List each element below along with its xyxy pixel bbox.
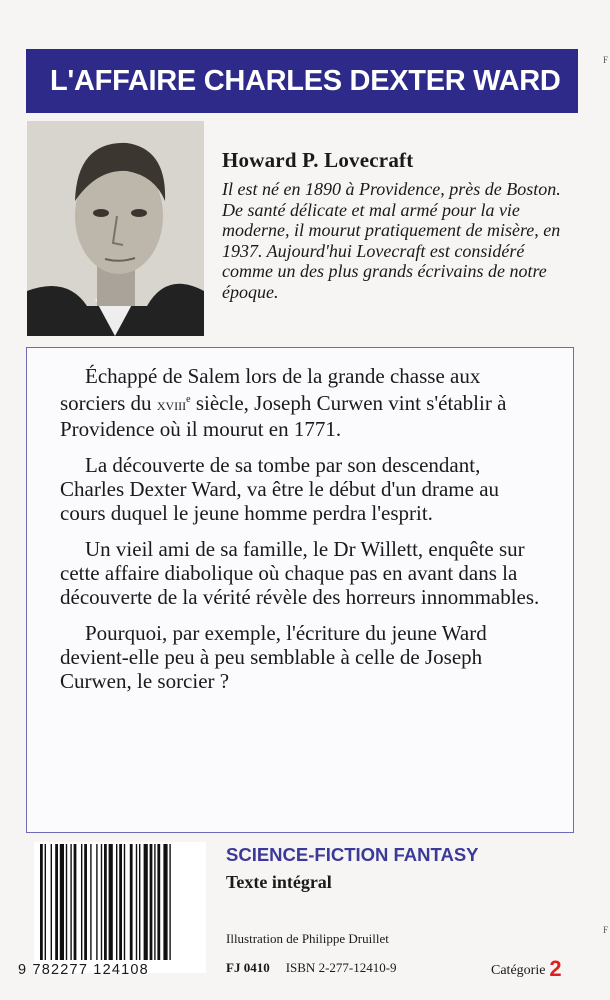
- barcode-bar: [70, 844, 71, 960]
- barcode-bar: [96, 844, 97, 960]
- barcode-bar: [124, 844, 125, 960]
- barcode-bar: [81, 844, 82, 960]
- barcode-bar: [136, 844, 137, 960]
- category-label: Catégorie: [491, 963, 546, 978]
- isbn-line: [226, 960, 397, 976]
- blurb-p1-start: Échappé de Salem lors de la grande chasse aux sorciers du: [60, 364, 481, 415]
- barcode-digits: 9 782277 124108: [18, 962, 149, 978]
- side-mark-bottom: F: [602, 925, 608, 935]
- barcode-bar: [130, 844, 133, 960]
- blurb-paragraph-4: Pourquoi, par exemple, l'écriture du jeune Ward devient-elle peu à peu semblable à celle de Joseph Curwen, le sorcier ?: [60, 621, 487, 693]
- blurb-paragraph-1: [60, 364, 545, 441]
- barcode-bar: [74, 844, 77, 960]
- author-portrait: [27, 121, 204, 336]
- barcode-bar: [104, 844, 107, 960]
- barcode-bar: [60, 844, 64, 960]
- barcode-bar: [169, 844, 170, 960]
- series-code: FJ 0410: [226, 960, 270, 975]
- side-mark-top: F: [602, 55, 608, 65]
- blurb-p1-end: siècle, Joseph Curwen vint s'établir à Providence où il mourut en 1771.: [60, 391, 507, 441]
- barcode-bar: [116, 844, 117, 960]
- category-number: 2: [549, 956, 562, 981]
- barcode-bar: [45, 844, 46, 960]
- book-title: L'AFFAIRE CHARLES DEXTER WARD: [26, 49, 578, 113]
- barcode: [34, 842, 206, 973]
- author-info: [222, 148, 562, 302]
- blurb-paragraph-3: Un vieil ami de sa famille, le Dr Willett, enquête sur cette affaire diabolique où chaque pas en avant dans la découverte de la vérité révèle des horreurs innommables.: [60, 537, 540, 609]
- category: [491, 956, 562, 982]
- barcode-bar: [101, 844, 102, 960]
- author-name: Howard P. Lovecraft: [222, 148, 414, 172]
- isbn: ISBN 2-277-12410-9: [285, 960, 397, 975]
- barcode-bar: [66, 844, 67, 960]
- genre-label: SCIENCE-FICTION FANTASY: [226, 844, 479, 865]
- barcode-bar: [90, 844, 91, 960]
- barcode-bar: [51, 844, 52, 960]
- barcode-bar: [150, 844, 153, 960]
- barcode-bar: [154, 844, 155, 960]
- blurb-p1-century: xviii: [156, 395, 187, 414]
- barcode-bar: [40, 844, 43, 960]
- barcode-bar: [157, 844, 160, 960]
- barcode-bar: [163, 844, 167, 960]
- barcode-bar: [84, 844, 87, 960]
- barcode-bar: [139, 844, 140, 960]
- blurb-box: [26, 347, 574, 833]
- illustration-credit: Illustration de Philippe Druillet: [226, 931, 389, 946]
- blurb-paragraph-2: La découverte de sa tombe par son descendant, Charles Dexter Ward, va être le début d'un drame au cours duquel le jeune homme perdra l'esprit.: [60, 453, 500, 525]
- barcode-bar: [144, 844, 148, 960]
- author-bio: Il est né en 1890 à Providence, près de Boston. De santé délicate et mal armé pour la vie moderne, il mourut pratiquement de misère, en 1937. Aujourd'hui Lovecraft est considéré comme un des plus grands écrivains de notre époque.: [222, 179, 561, 302]
- barcode-bar: [109, 844, 113, 960]
- blurb-p1-sup: e: [186, 394, 191, 405]
- barcode-bar: [119, 844, 122, 960]
- edition-label: Texte intégral: [226, 872, 332, 892]
- barcode-bar: [55, 844, 58, 960]
